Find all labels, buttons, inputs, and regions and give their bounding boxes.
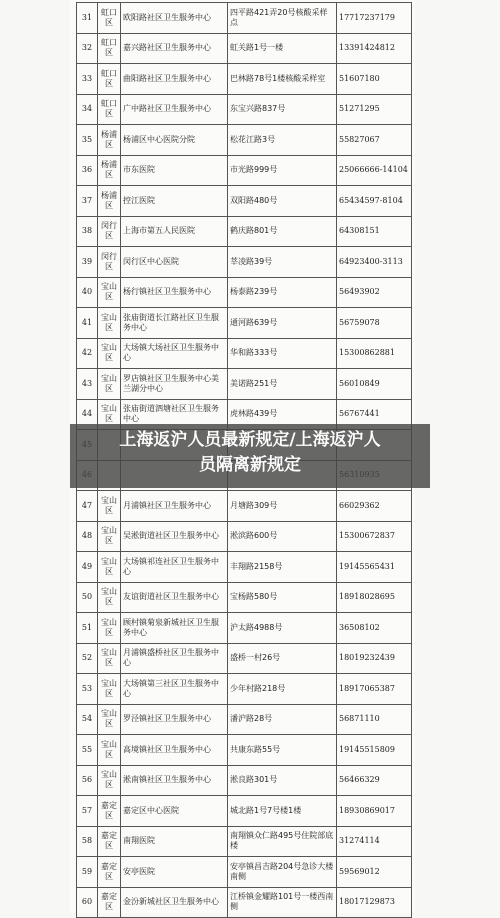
facility-name-cell: 高境镇社区卫生服务中心 <box>121 735 228 766</box>
row-number: 43 <box>77 369 98 400</box>
row-number: 58 <box>77 826 98 857</box>
facility-name-cell: 嘉定区中心医院 <box>121 796 228 827</box>
facility-name-cell: 上海市第五人民医院 <box>121 216 228 247</box>
phone-cell: 18917065387 <box>337 674 412 705</box>
facility-name-cell: 月浦镇社区卫生服务中心 <box>121 491 228 522</box>
row-number: 56 <box>77 765 98 796</box>
table-row <box>77 369 412 400</box>
phone-cell: 64308151 <box>337 216 412 247</box>
address-cell: 虹关路1号一楼 <box>228 33 337 64</box>
address-cell: 江桥镇金耀路101号一楼西南侧 <box>228 887 337 918</box>
phone-cell: 56767441 <box>337 399 412 430</box>
row-number: 49 <box>77 552 98 583</box>
row-number: 42 <box>77 338 98 369</box>
address-cell: 华和路333号 <box>228 338 337 369</box>
district-cell: 闵行区 <box>98 247 121 278</box>
phone-cell: 56466329 <box>337 765 412 796</box>
address-cell: 市光路999号 <box>228 155 337 186</box>
district-cell: 宝山区 <box>98 765 121 796</box>
phone-cell: 18017129873 <box>337 887 412 918</box>
table-row <box>77 216 412 247</box>
phone-cell: 18918028695 <box>337 582 412 613</box>
facility-name-cell: 罗泾镇社区卫生服务中心 <box>121 704 228 735</box>
address-cell: 潘沪路28号 <box>228 704 337 735</box>
phone-cell: 31274114 <box>337 826 412 857</box>
phone-cell: 64923400-3113 <box>337 247 412 278</box>
row-number: 47 <box>77 491 98 522</box>
table-row <box>77 125 412 156</box>
phone-cell: 56493902 <box>337 277 412 308</box>
phone-cell: 51607180 <box>337 64 412 95</box>
table-row <box>77 186 412 217</box>
district-cell: 虹口区 <box>98 94 121 125</box>
address-cell: 淞良路301号 <box>228 765 337 796</box>
facility-name-cell: 杨浦区中心医院分院 <box>121 125 228 156</box>
facility-name-cell: 金汾新城社区卫生服务中心 <box>121 887 228 918</box>
district-cell: 虹口区 <box>98 3 121 34</box>
facility-name-cell: 杨行镇社区卫生服务中心 <box>121 277 228 308</box>
address-cell: 城北路1号7号楼1楼 <box>228 796 337 827</box>
district-cell: 宝山区 <box>98 369 121 400</box>
row-number: 59 <box>77 857 98 888</box>
facility-name-cell: 罗店镇社区卫生服务中心美兰湖分中心 <box>121 369 228 400</box>
table-row <box>77 552 412 583</box>
facility-name-cell: 淞南镇社区卫生服务中心 <box>121 765 228 796</box>
row-number: 33 <box>77 64 98 95</box>
facility-name-cell: 张庙街道泗塘社区卫生服务中心 <box>121 399 228 430</box>
table-row <box>77 277 412 308</box>
address-cell: 莘凌路39号 <box>228 247 337 278</box>
phone-cell: 56010849 <box>337 369 412 400</box>
phone-cell: 18930869017 <box>337 796 412 827</box>
phone-cell: 55827067 <box>337 125 412 156</box>
district-cell: 宝山区 <box>98 643 121 674</box>
district-cell: 杨浦区 <box>98 125 121 156</box>
table-row <box>77 735 412 766</box>
district-cell: 宝山区 <box>98 613 121 644</box>
table-row <box>77 674 412 705</box>
phone-cell: 59569012 <box>337 857 412 888</box>
phone-cell: 25066666-14104 <box>337 155 412 186</box>
row-number: 51 <box>77 613 98 644</box>
banner-title-line-1: 上海返沪人员最新规定/上海返沪人 <box>119 430 381 450</box>
row-number: 55 <box>77 735 98 766</box>
address-cell: 四平路421弄20号核酸采样点 <box>228 3 337 34</box>
row-number: 38 <box>77 216 98 247</box>
table-row <box>77 155 412 186</box>
row-number: 44 <box>77 399 98 430</box>
row-number: 32 <box>77 33 98 64</box>
row-number: 57 <box>77 796 98 827</box>
facility-name-cell: 嘉兴路社区卫生服务中心 <box>121 33 228 64</box>
district-cell: 宝山区 <box>98 338 121 369</box>
district-cell: 嘉定区 <box>98 826 121 857</box>
phone-cell: 19145565431 <box>337 552 412 583</box>
district-cell: 宝山区 <box>98 521 121 552</box>
table-row <box>77 796 412 827</box>
row-number: 53 <box>77 674 98 705</box>
table-row <box>77 521 412 552</box>
table-row <box>77 613 412 644</box>
address-cell: 少年村路218号 <box>228 674 337 705</box>
phone-cell: 66029362 <box>337 491 412 522</box>
phone-cell: 65434597-8104 <box>337 186 412 217</box>
row-number: 31 <box>77 3 98 34</box>
address-cell: 通河路639号 <box>228 308 337 339</box>
facility-name-cell: 吴淞街道社区卫生服务中心 <box>121 521 228 552</box>
address-cell: 东宝兴路837号 <box>228 94 337 125</box>
facility-name-cell: 曲阳路社区卫生服务中心 <box>121 64 228 95</box>
district-cell: 嘉定区 <box>98 796 121 827</box>
facility-name-cell: 欧阳路社区卫生服务中心 <box>121 3 228 34</box>
facility-name-cell: 南翔医院 <box>121 826 228 857</box>
district-cell: 宝山区 <box>98 582 121 613</box>
address-cell: 沪太路4988号 <box>228 613 337 644</box>
phone-cell: 19145515809 <box>337 735 412 766</box>
row-number: 48 <box>77 521 98 552</box>
phone-cell: 18019232439 <box>337 643 412 674</box>
table-row <box>77 582 412 613</box>
district-cell: 宝山区 <box>98 674 121 705</box>
address-cell: 虎林路439号 <box>228 399 337 430</box>
facility-name-cell: 大场镇大场社区卫生服务中心 <box>121 338 228 369</box>
district-cell: 宝山区 <box>98 308 121 339</box>
facility-name-cell: 友谊街道社区卫生服务中心 <box>121 582 228 613</box>
row-number: 52 <box>77 643 98 674</box>
table-row <box>77 857 412 888</box>
phone-cell: 51271295 <box>337 94 412 125</box>
facility-name-cell: 顾村镇菊泉新城社区卫生服务中心 <box>121 613 228 644</box>
district-cell: 虹口区 <box>98 33 121 64</box>
phone-cell: 36508102 <box>337 613 412 644</box>
table-row <box>77 3 412 34</box>
district-cell: 宝山区 <box>98 399 121 430</box>
row-number: 40 <box>77 277 98 308</box>
address-cell: 双阳路480号 <box>228 186 337 217</box>
address-cell: 巴林路78号1楼核酸采样室 <box>228 64 337 95</box>
phone-cell: 15300672837 <box>337 521 412 552</box>
row-number: 39 <box>77 247 98 278</box>
table-row <box>77 64 412 95</box>
facility-name-cell: 安亭医院 <box>121 857 228 888</box>
table-row <box>77 491 412 522</box>
facility-name-cell: 闵行区中心医院 <box>121 247 228 278</box>
district-cell: 嘉定区 <box>98 857 121 888</box>
table-row <box>77 338 412 369</box>
district-cell: 宝山区 <box>98 552 121 583</box>
phone-cell: 17717237179 <box>337 3 412 34</box>
table-row <box>77 643 412 674</box>
district-cell: 宝山区 <box>98 704 121 735</box>
district-cell: 闵行区 <box>98 216 121 247</box>
facility-name-cell: 控江医院 <box>121 186 228 217</box>
table-row <box>77 94 412 125</box>
phone-cell: 15300862881 <box>337 338 412 369</box>
banner-title <box>70 428 430 478</box>
row-number: 37 <box>77 186 98 217</box>
row-number: 50 <box>77 582 98 613</box>
address-cell: 南翔镇众仁路495号住院部底楼 <box>228 826 337 857</box>
table-row <box>77 33 412 64</box>
address-cell: 盛桥一村26号 <box>228 643 337 674</box>
address-cell: 月塘路309号 <box>228 491 337 522</box>
table-row <box>77 826 412 857</box>
row-number: 41 <box>77 308 98 339</box>
facility-name-cell: 月浦镇盛桥社区卫生服务中心 <box>121 643 228 674</box>
row-number: 36 <box>77 155 98 186</box>
row-number: 60 <box>77 887 98 918</box>
phone-cell: 13391424812 <box>337 33 412 64</box>
district-cell: 杨浦区 <box>98 155 121 186</box>
phone-cell: 56759078 <box>337 308 412 339</box>
row-number: 54 <box>77 704 98 735</box>
table-row <box>77 247 412 278</box>
district-cell: 嘉定区 <box>98 887 121 918</box>
address-cell: 鹤庆路801号 <box>228 216 337 247</box>
district-cell: 宝山区 <box>98 491 121 522</box>
district-cell: 杨浦区 <box>98 186 121 217</box>
facility-name-cell: 市东医院 <box>121 155 228 186</box>
facility-name-cell: 广中路社区卫生服务中心 <box>121 94 228 125</box>
facility-name-cell: 张庙街道长江路社区卫生服务中心 <box>121 308 228 339</box>
address-cell: 杨泰路239号 <box>228 277 337 308</box>
phone-cell: 56871110 <box>337 704 412 735</box>
table-row <box>77 308 412 339</box>
table-row <box>77 704 412 735</box>
table-row <box>77 765 412 796</box>
address-cell: 松花江路3号 <box>228 125 337 156</box>
address-cell: 安亭镇昌吉路204号急诊大楼南侧 <box>228 857 337 888</box>
banner-title-line-2: 员隔离新规定 <box>199 455 301 475</box>
row-number: 35 <box>77 125 98 156</box>
address-cell: 美诺路251号 <box>228 369 337 400</box>
facility-name-cell: 大场镇第三社区卫生服务中心 <box>121 674 228 705</box>
district-cell: 虹口区 <box>98 64 121 95</box>
address-cell: 淞滨路600号 <box>228 521 337 552</box>
address-cell: 共康东路55号 <box>228 735 337 766</box>
district-cell: 宝山区 <box>98 277 121 308</box>
facility-name-cell: 大场镇祁连社区卫生服务中心 <box>121 552 228 583</box>
row-number: 34 <box>77 94 98 125</box>
address-cell: 丰翔路2158号 <box>228 552 337 583</box>
address-cell: 宝杨路580号 <box>228 582 337 613</box>
district-cell: 宝山区 <box>98 735 121 766</box>
